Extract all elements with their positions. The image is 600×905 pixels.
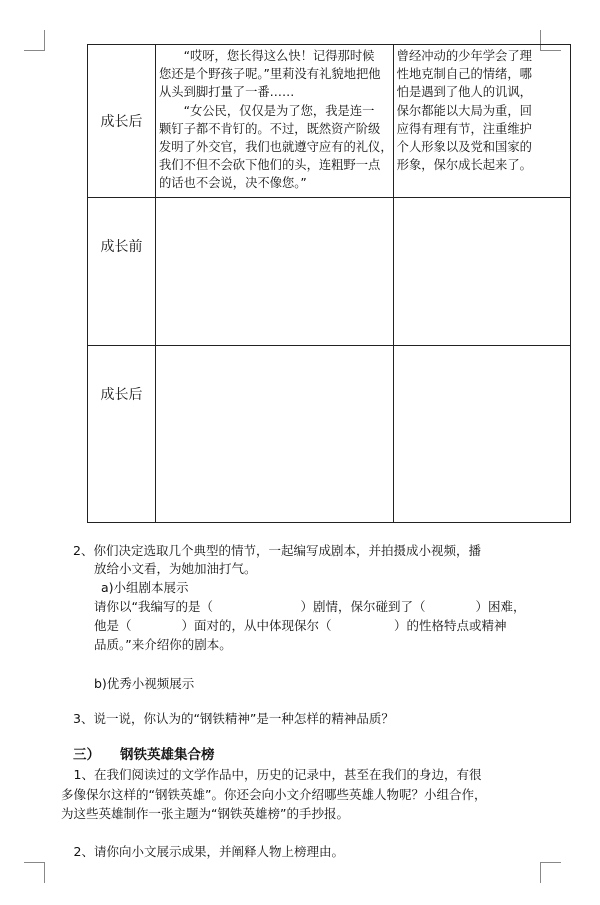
row-label: 成长前 [100, 239, 143, 255]
question-2-line: 2、你们决定选取几个典型的情节，一起编写成剧本，并拍摄成小视频，播 [73, 543, 481, 558]
quote-line: 我们不但不会砍下他们的头，连粗野一点 [159, 158, 381, 173]
analysis-line: 性地克制自己的情绪，哪 [396, 67, 532, 82]
script-prompt-line: 他是（ ）面对的，从中体现保尔（ ）的性格特点或精神 [94, 618, 507, 633]
analysis-cell [393, 45, 570, 198]
analysis-line: 个人形象以及党和国家的 [396, 140, 532, 155]
quote-line: 颗钉子都不肯钉的。不过，既然资产阶级 [159, 121, 381, 136]
quote-line: 发明了外交官，我们也就遵守应有的礼仪， [159, 140, 393, 155]
question-3: 3、说一说，你认为的“钢铁精神”是一种怎样的精神品质？ [73, 711, 394, 726]
crop-mark-bottom-right [540, 862, 561, 883]
quote-line: 您还是个野孩子呢。”里莉没有礼貌地把他 [159, 67, 381, 82]
analysis-line: 曾经冲动的少年学会了理 [396, 49, 532, 63]
analysis-line: 形象，保尔成长起来了。 [396, 158, 532, 173]
crop-mark-top-left [24, 30, 45, 51]
subsection-b-title: b)优秀小视频展示 [94, 676, 195, 691]
analysis-line: 应得有理有节，注重维护 [396, 121, 532, 136]
quote-line: 从头到脚打量了一番…… [159, 85, 295, 100]
section-3-number: 三） [73, 747, 100, 763]
row-label: 成长后 [100, 114, 143, 130]
script-prompt-line: 请你以“我编写的是（ ）剧情，保尔碰到了（ ）困难， [94, 599, 526, 614]
analysis-cell-empty[interactable] [393, 198, 570, 346]
table-row [88, 198, 571, 346]
crop-mark-bottom-left [24, 862, 45, 883]
quote-line: “哎呀，您长得这么快！记得那时候 [159, 49, 375, 63]
section-3-q1-line: 为这些英雄制作一张主题为“钢铁英雄榜”的手抄报。 [61, 806, 349, 821]
analysis-cell-empty[interactable] [393, 346, 570, 523]
analysis-line: 怕是遇到了他人的讥讽， [396, 85, 532, 100]
section-3-q1-line: 1、在我们阅读过的文学作品中，历史的记录中，甚至在我们的身边，有很 [61, 767, 482, 782]
script-prompt-line: 品质。”来介绍你的剧本。 [94, 637, 232, 652]
question-2-line: 放给小文看，为她加油打气。 [94, 561, 257, 576]
section-3-q1-line: 多像保尔这样的“钢铁英雄”。你还会向小文介绍哪些英雄人物呢？小组合作， [61, 787, 487, 802]
quote-cell-empty[interactable] [156, 346, 394, 523]
subsection-a-title: a)小组剧本展示 [101, 580, 189, 595]
section-3-q2: 2、请你向小文展示成果，并阐释人物上榜理由。 [61, 844, 344, 859]
table-row [88, 346, 571, 523]
quote-cell-empty[interactable] [156, 198, 394, 346]
section-3-heading: 钢铁英雄集合榜 [120, 747, 215, 763]
table-row [88, 45, 571, 198]
row-label: 成长后 [100, 387, 143, 403]
growth-table [87, 44, 571, 523]
quote-cell [156, 45, 394, 198]
quote-line: “女公民，仅仅是为了您，我是连一 [159, 103, 375, 118]
quote-line: 的话也不会说，决不像您。” [159, 176, 307, 191]
analysis-line: 保尔都能以大局为重，回 [396, 103, 532, 118]
